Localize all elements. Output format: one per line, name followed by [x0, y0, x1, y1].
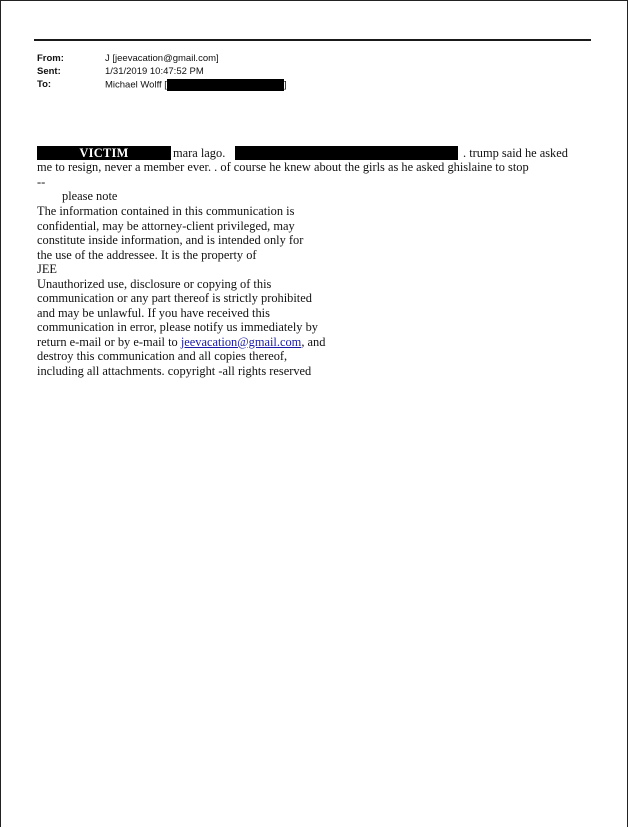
victim-redaction-label: VICTIM	[37, 146, 171, 160]
header-rule	[34, 39, 591, 41]
disclaimer-line: destroy this communication and all copies thereof,	[37, 349, 288, 363]
confidentiality-disclaimer	[37, 204, 357, 378]
disclaimer-line: the use of the addressee. It is the property of	[37, 247, 257, 262]
body-separator: --	[37, 175, 46, 189]
to-value-suffix: ]	[283, 79, 287, 91]
to-label: To:	[37, 79, 52, 90]
disclaimer-line: JEE	[37, 262, 57, 276]
to-value-prefix: Michael Wolff [	[105, 79, 167, 91]
email-line-prefix: return e-mail or by e-mail to	[37, 334, 181, 349]
please-note: please note	[62, 189, 118, 203]
disclaimer-line: and may be unlawful. If you have received this	[37, 305, 270, 320]
sent-label: Sent:	[37, 66, 61, 77]
redaction-block	[167, 79, 284, 91]
to-value	[105, 79, 287, 92]
redaction-block-wide	[235, 146, 458, 160]
disclaimer-line: constitute inside information, and is intended only for	[37, 233, 304, 247]
disclaimer-line: communication in error, please notify us immediately by	[37, 320, 318, 334]
body-line1-a: mara lago.	[173, 146, 226, 160]
sent-value: 1/31/2019 10:47:52 PM	[105, 66, 204, 77]
from-label: From:	[37, 53, 64, 64]
disclaimer-email-line	[37, 335, 357, 350]
email-link[interactable]: jeevacation@gmail.com	[180, 334, 302, 349]
disclaimer-line: including all attachments. copyright -all rights reserved	[37, 363, 312, 378]
disclaimer-line: The information contained in this communication is	[37, 204, 295, 218]
email-line-suffix: , and	[301, 334, 326, 349]
body-line2: me to resign, never a member ever. . of course he knew about the girls as he asked ghislaine to stop	[37, 160, 529, 174]
body-line1-b: . trump said he asked	[463, 146, 568, 160]
disclaimer-line: confidential, may be attorney-client privileged, may	[37, 218, 295, 233]
disclaimer-line: communication or any part thereof is strictly prohibited	[37, 291, 312, 305]
from-value: J [jeevacation@gmail.com]	[105, 53, 219, 64]
disclaimer-line: Unauthorized use, disclosure or copying of this	[37, 276, 272, 291]
